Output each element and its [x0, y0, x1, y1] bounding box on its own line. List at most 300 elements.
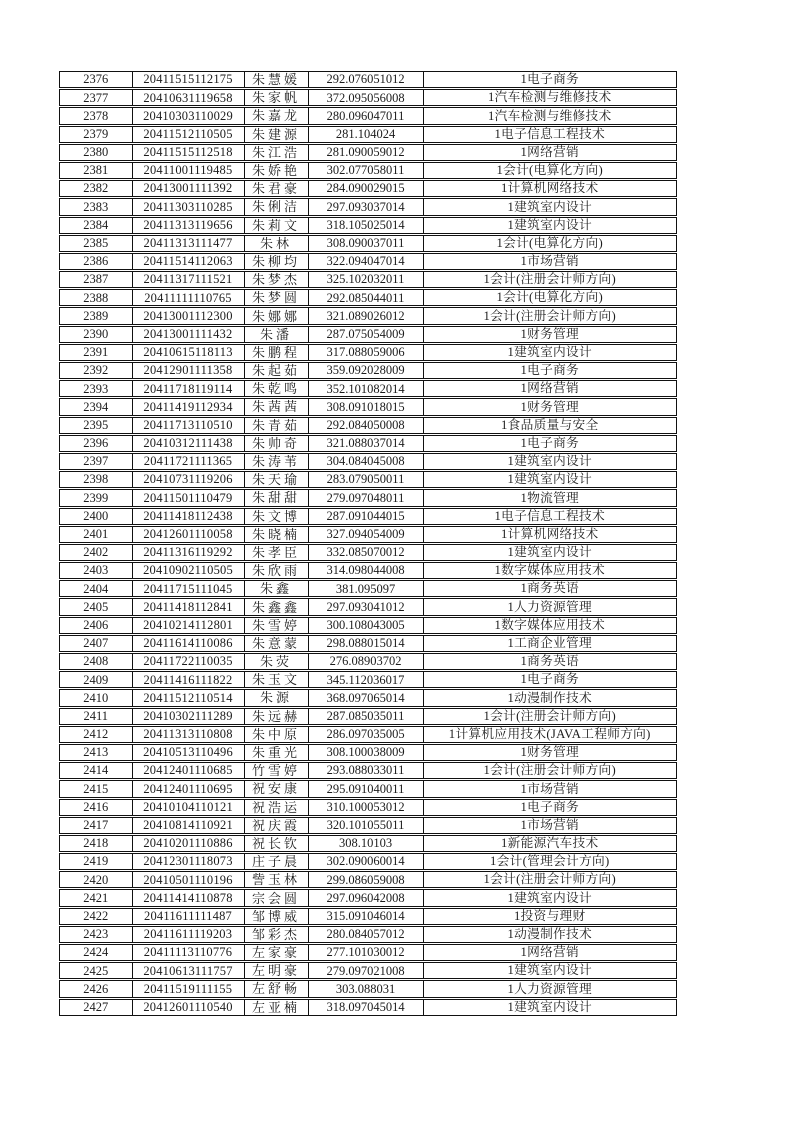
- table-row: [59, 126, 677, 143]
- table-cell-seq: 2425: [60, 963, 133, 978]
- table-row: [59, 617, 677, 634]
- table-cell-major: 1建筑室内设计: [507, 890, 593, 905]
- table-cell-name: 朱嘉龙: [245, 108, 309, 123]
- table-cell-major: 1电子商务: [520, 435, 580, 450]
- table-cell-score: 292.076051012: [309, 72, 424, 87]
- table-row: [59, 508, 677, 525]
- table-cell-score: 302.090060014: [309, 854, 424, 869]
- table-cell-seq: 2409: [60, 672, 133, 687]
- table-cell-name: 邹博威: [245, 909, 309, 924]
- table-cell-major: 1会计(注册会计师方向): [483, 272, 617, 287]
- table-row: [59, 889, 677, 906]
- table-cell-seq: 2419: [60, 854, 133, 869]
- table-cell-seq: 2423: [60, 927, 133, 942]
- table-cell-seq: 2399: [60, 490, 133, 505]
- table-cell-seq: 2411: [60, 709, 133, 724]
- table-cell-score: 302.077058011: [309, 163, 424, 178]
- table-cell-student-id: 20413001111392: [133, 181, 245, 196]
- table-cell-student-id: 20411514112063: [133, 254, 245, 269]
- table-cell-score: 292.084050008: [309, 418, 424, 433]
- table-cell-name: 朱娇艳: [245, 163, 309, 178]
- table-cell-student-id: 20410501110196: [133, 872, 245, 887]
- table-cell-student-id: 20411001119485: [133, 163, 245, 178]
- table-cell-name: 朱鑫: [245, 581, 309, 596]
- table-cell-score: 321.089026012: [309, 308, 424, 323]
- table-cell-seq: 2398: [60, 472, 133, 487]
- table-cell-seq: 2385: [60, 236, 133, 251]
- table-cell-score: 327.094054009: [309, 527, 424, 542]
- table-cell-major: 1汽车检测与维修技术: [487, 90, 612, 105]
- table-cell-major: 1电子商务: [520, 672, 580, 687]
- table-cell-student-id: 20411721111365: [133, 454, 245, 469]
- table-cell-major: 1会计(电算化方向): [496, 235, 604, 250]
- table-cell-student-id: 20411718119114: [133, 381, 245, 396]
- table-cell-score: 308.100038009: [309, 745, 424, 760]
- table-cell-student-id: 20411512110505: [133, 127, 245, 142]
- table-cell-student-id: 20411722110035: [133, 654, 245, 669]
- table-cell-student-id: 20411515112518: [133, 145, 245, 160]
- table-cell-name: 朱梦杰: [245, 272, 309, 287]
- table-cell-name: 朱慧媛: [245, 72, 309, 87]
- table-cell-major: 1会计(电算化方向): [496, 290, 604, 305]
- table-row: [59, 689, 677, 706]
- table-cell-score: 322.094047014: [309, 254, 424, 269]
- table-row: [59, 398, 677, 415]
- table-cell-major: 1网络营销: [520, 945, 580, 960]
- table-row: [59, 380, 677, 397]
- table-row: [59, 944, 677, 961]
- table-cell-score: 298.088015014: [309, 636, 424, 651]
- table-cell-student-id: 20411414110878: [133, 890, 245, 905]
- table-cell-seq: 2388: [60, 290, 133, 305]
- table-cell-major: 1建筑室内设计: [507, 472, 593, 487]
- table-cell-major: 1网络营销: [520, 381, 580, 396]
- table-cell-major: 1财务管理: [520, 399, 580, 414]
- table-row: [59, 289, 677, 306]
- table-cell-student-id: 20410303110029: [133, 108, 245, 123]
- table-cell-major: 1建筑室内设计: [507, 545, 593, 560]
- table-cell-student-id: 20410731119206: [133, 472, 245, 487]
- table-cell-name: 朱玉文: [245, 672, 309, 687]
- table-row: [59, 307, 677, 324]
- table-cell-student-id: 20411113110776: [133, 945, 245, 960]
- table-cell-score: 303.088031: [309, 981, 424, 996]
- table-cell-name: 朱涛苇: [245, 454, 309, 469]
- table-cell-score: 381.095097: [309, 581, 424, 596]
- table-cell-major: 1人力资源管理: [507, 599, 593, 614]
- table-cell-seq: 2406: [60, 618, 133, 633]
- table-cell-name: 朱俐洁: [245, 199, 309, 214]
- table-cell-seq: 2386: [60, 254, 133, 269]
- table-cell-score: 332.085070012: [309, 545, 424, 560]
- table-cell-seq: 2421: [60, 890, 133, 905]
- table-cell-student-id: 20411418112438: [133, 509, 245, 524]
- table-cell-seq: 2407: [60, 636, 133, 651]
- table-row: [59, 635, 677, 652]
- table-row: [59, 544, 677, 561]
- table-cell-seq: 2377: [60, 90, 133, 105]
- table-cell-student-id: 20410631119658: [133, 90, 245, 105]
- table-cell-seq: 2410: [60, 690, 133, 705]
- table-cell-major: 1会计(注册会计师方向): [483, 708, 617, 723]
- table-cell-name: 左舒畅: [245, 981, 309, 996]
- table-row: [59, 926, 677, 943]
- table-cell-name: 朱重光: [245, 745, 309, 760]
- table-cell-score: 279.097048011: [309, 490, 424, 505]
- table-cell-student-id: 20411317111521: [133, 272, 245, 287]
- table-cell-student-id: 20411614110086: [133, 636, 245, 651]
- table-cell-seq: 2395: [60, 418, 133, 433]
- table-cell-seq: 2387: [60, 272, 133, 287]
- table-cell-seq: 2383: [60, 199, 133, 214]
- table-cell-seq: 2402: [60, 545, 133, 560]
- table-cell-major: 1汽车检测与维修技术: [487, 108, 612, 123]
- table-cell-seq: 2396: [60, 436, 133, 451]
- table-cell-name: 朱起茹: [245, 363, 309, 378]
- table-cell-major: 1建筑室内设计: [507, 963, 593, 978]
- table-cell-score: 299.086059008: [309, 872, 424, 887]
- table-row: [59, 435, 677, 452]
- table-row: [59, 417, 677, 434]
- table-cell-name: 朱荧: [245, 654, 309, 669]
- table-cell-name: 朱天瑜: [245, 472, 309, 487]
- table-cell-name: 朱远赫: [245, 709, 309, 724]
- table-cell-score: 280.096047011: [309, 108, 424, 123]
- table-cell-score: 281.090059012: [309, 145, 424, 160]
- table-row: [59, 908, 677, 925]
- table-row: [59, 217, 677, 234]
- table-cell-name: 左明豪: [245, 963, 309, 978]
- table-cell-name: 朱晓楠: [245, 527, 309, 542]
- table-cell-student-id: 20410902110505: [133, 563, 245, 578]
- table-cell-seq: 2390: [60, 327, 133, 342]
- table-row: [59, 817, 677, 834]
- table-cell-student-id: 20410615118113: [133, 345, 245, 360]
- table-cell-seq: 2401: [60, 527, 133, 542]
- table-cell-name: 朱家帆: [245, 90, 309, 105]
- table-cell-name: 朱林: [245, 236, 309, 251]
- table-row: [59, 708, 677, 725]
- table-cell-name: 祝安康: [245, 781, 309, 796]
- table-cell-score: 280.084057012: [309, 927, 424, 942]
- table-cell-major: 1会计(注册会计师方向): [483, 308, 617, 323]
- table-cell-seq: 2418: [60, 836, 133, 851]
- table-cell-student-id: 20411303110285: [133, 199, 245, 214]
- table-cell-name: 朱孝臣: [245, 545, 309, 560]
- table-cell-student-id: 20412601110540: [133, 1000, 245, 1015]
- table-cell-seq: 2404: [60, 581, 133, 596]
- table-cell-score: 308.10103: [309, 836, 424, 851]
- table-cell-major: 1工商企业管理: [507, 636, 593, 651]
- table-cell-major: 1新能源汽车技术: [500, 836, 599, 851]
- table-cell-seq: 2380: [60, 145, 133, 160]
- table-cell-name: 竹雪婷: [245, 763, 309, 778]
- table-cell-name: 朱君豪: [245, 181, 309, 196]
- table-row: [59, 598, 677, 615]
- table-cell-seq: 2394: [60, 399, 133, 414]
- table-cell-seq: 2415: [60, 781, 133, 796]
- table-cell-score: 321.088037014: [309, 436, 424, 451]
- table-cell-student-id: 20413001111432: [133, 327, 245, 342]
- table-cell-score: 359.092028009: [309, 363, 424, 378]
- table-cell-name: 朱帅奇: [245, 436, 309, 451]
- table-cell-name: 朱欣雨: [245, 563, 309, 578]
- table-cell-name: 庄子晨: [245, 854, 309, 869]
- table-cell-seq: 2403: [60, 563, 133, 578]
- table-cell-score: 308.091018015: [309, 399, 424, 414]
- table-cell-score: 292.085044011: [309, 290, 424, 305]
- table-cell-seq: 2420: [60, 872, 133, 887]
- table-cell-name: 朱乾鸣: [245, 381, 309, 396]
- table-row: [59, 980, 677, 997]
- table-cell-score: 368.097065014: [309, 690, 424, 705]
- table-row: [59, 799, 677, 816]
- table-cell-student-id: 20411313119656: [133, 218, 245, 233]
- table-row: [59, 962, 677, 979]
- table-cell-major: 1食品质量与安全: [500, 417, 599, 432]
- table-cell-name: 朱潘: [245, 327, 309, 342]
- table-cell-student-id: 20411519111155: [133, 981, 245, 996]
- table-cell-name: 訾玉林: [245, 872, 309, 887]
- table-cell-score: 308.090037011: [309, 236, 424, 251]
- table-cell-name: 朱莉文: [245, 218, 309, 233]
- table-cell-seq: 2426: [60, 981, 133, 996]
- table-cell-name: 朱甜甜: [245, 490, 309, 505]
- table-row: [59, 871, 677, 888]
- table-cell-name: 左家豪: [245, 945, 309, 960]
- table-cell-seq: 2427: [60, 1000, 133, 1015]
- table-cell-score: 352.101082014: [309, 381, 424, 396]
- table-cell-student-id: 20411418112841: [133, 599, 245, 614]
- table-cell-student-id: 20411111110765: [133, 290, 245, 305]
- table-row: [59, 780, 677, 797]
- table-cell-major: 1会计(管理会计方向): [489, 854, 610, 869]
- table-cell-seq: 2392: [60, 363, 133, 378]
- table-cell-student-id: 20412401110685: [133, 763, 245, 778]
- table-cell-score: 287.091044015: [309, 509, 424, 524]
- table-cell-score: 277.101030012: [309, 945, 424, 960]
- table-row: [59, 835, 677, 852]
- table-cell-name: 朱青茹: [245, 418, 309, 433]
- table-row: [59, 562, 677, 579]
- table-cell-score: 317.088059006: [309, 345, 424, 360]
- table-cell-major: 1电子商务: [520, 363, 580, 378]
- table-cell-major: 1建筑室内设计: [507, 999, 593, 1014]
- table-cell-student-id: 20410201110886: [133, 836, 245, 851]
- table-cell-student-id: 20410312111438: [133, 436, 245, 451]
- table-cell-major: 1计算机网络技术: [500, 181, 599, 196]
- table-cell-score: 310.100053012: [309, 800, 424, 815]
- table-cell-score: 287.085035011: [309, 709, 424, 724]
- table-row: [59, 726, 677, 743]
- table-cell-major: 1建筑室内设计: [507, 199, 593, 214]
- table-cell-student-id: 20411419112934: [133, 399, 245, 414]
- table-cell-seq: 2379: [60, 127, 133, 142]
- table-row: [59, 526, 677, 543]
- table-cell-name: 朱茜茜: [245, 399, 309, 414]
- table-cell-name: 朱梦圆: [245, 290, 309, 305]
- table-cell-score: 281.104024: [309, 127, 424, 142]
- table-cell-seq: 2412: [60, 727, 133, 742]
- table-cell-score: 293.088033011: [309, 763, 424, 778]
- table-cell-major: 1会计(电算化方向): [496, 163, 604, 178]
- table-row: [59, 580, 677, 597]
- table-row: [59, 180, 677, 197]
- table-cell-student-id: 20411512110514: [133, 690, 245, 705]
- table-cell-seq: 2393: [60, 381, 133, 396]
- table-cell-student-id: 20412401110695: [133, 781, 245, 796]
- table-cell-seq: 2417: [60, 818, 133, 833]
- table-cell-major: 1投资与理财: [513, 908, 586, 923]
- table-cell-student-id: 20410513110496: [133, 745, 245, 760]
- table-cell-major: 1建筑室内设计: [507, 454, 593, 469]
- table-row: [59, 107, 677, 124]
- table-cell-seq: 2389: [60, 308, 133, 323]
- table-cell-score: 345.112036017: [309, 672, 424, 687]
- table-cell-score: 295.091040011: [309, 781, 424, 796]
- table-cell-major: 1动漫制作技术: [507, 690, 593, 705]
- table-cell-student-id: 20411316119292: [133, 545, 245, 560]
- table-row: [59, 999, 677, 1016]
- table-cell-score: 318.097045014: [309, 1000, 424, 1015]
- table-cell-score: 279.097021008: [309, 963, 424, 978]
- table-cell-score: 297.096042008: [309, 890, 424, 905]
- table-cell-score: 283.079050011: [309, 472, 424, 487]
- table-cell-student-id: 20412901111358: [133, 363, 245, 378]
- table-cell-major: 1市场营销: [520, 817, 580, 832]
- table-cell-name: 朱鹏程: [245, 345, 309, 360]
- table-cell-name: 祝浩运: [245, 800, 309, 815]
- table-cell-student-id: 20410104110121: [133, 800, 245, 815]
- table-row: [59, 653, 677, 670]
- table-cell-name: 祝庆霞: [245, 818, 309, 833]
- table-cell-major: 1市场营销: [520, 254, 580, 269]
- table-cell-major: 1财务管理: [520, 745, 580, 760]
- table-cell-student-id: 20412601110058: [133, 527, 245, 542]
- table-cell-score: 300.108043005: [309, 618, 424, 633]
- table-cell-major: 1网络营销: [520, 144, 580, 159]
- table-row: [59, 144, 677, 161]
- table-cell-name: 朱鑫鑫: [245, 599, 309, 614]
- table-cell-name: 朱娜娜: [245, 308, 309, 323]
- table-cell-name: 朱江浩: [245, 145, 309, 160]
- table-cell-major: 1计算机网络技术: [500, 526, 599, 541]
- table-row: [59, 453, 677, 470]
- table-cell-name: 朱雪婷: [245, 618, 309, 633]
- table-cell-score: 315.091046014: [309, 909, 424, 924]
- table-cell-score: 297.093037014: [309, 199, 424, 214]
- table-cell-score: 325.102032011: [309, 272, 424, 287]
- table-cell-student-id: 20411611119203: [133, 927, 245, 942]
- table-cell-seq: 2381: [60, 163, 133, 178]
- table-cell-score: 372.095056008: [309, 90, 424, 105]
- table-row: [59, 471, 677, 488]
- table-cell-seq: 2414: [60, 763, 133, 778]
- table-cell-seq: 2391: [60, 345, 133, 360]
- table-cell-seq: 2378: [60, 108, 133, 123]
- table-cell-student-id: 20410613111757: [133, 963, 245, 978]
- table-cell-seq: 2384: [60, 218, 133, 233]
- table-cell-seq: 2405: [60, 599, 133, 614]
- table-row: [59, 89, 677, 106]
- table-cell-student-id: 20413001112300: [133, 308, 245, 323]
- table-cell-score: 286.097035005: [309, 727, 424, 742]
- table-cell-major: 1电子商务: [520, 799, 580, 814]
- table-cell-major: 1电子商务: [520, 72, 580, 87]
- table-cell-major: 1会计(注册会计师方向): [483, 872, 617, 887]
- table-cell-student-id: 20412301118073: [133, 854, 245, 869]
- table-row: [59, 235, 677, 252]
- table-cell-major: 1物流管理: [520, 490, 580, 505]
- table-row: [59, 853, 677, 870]
- table-row: [59, 671, 677, 688]
- table-cell-score: 276.08903702: [309, 654, 424, 669]
- score-table: [59, 71, 677, 1016]
- table-cell-major: 1人力资源管理: [507, 981, 593, 996]
- table-cell-score: 304.084045008: [309, 454, 424, 469]
- table-row: [59, 162, 677, 179]
- table-cell-student-id: 20410814110921: [133, 818, 245, 833]
- table-cell-name: 朱中原: [245, 727, 309, 742]
- table-cell-student-id: 20411713110510: [133, 418, 245, 433]
- table-cell-major: 1财务管理: [520, 326, 580, 341]
- table-cell-student-id: 20411416111822: [133, 672, 245, 687]
- table-cell-score: 320.101055011: [309, 818, 424, 833]
- table-cell-score: 318.105025014: [309, 218, 424, 233]
- table-cell-name: 朱建源: [245, 127, 309, 142]
- table-row: [59, 71, 677, 88]
- table-cell-major: 1市场营销: [520, 781, 580, 796]
- table-cell-major: 1电子信息工程技术: [494, 508, 606, 523]
- table-cell-score: 297.093041012: [309, 599, 424, 614]
- table-cell-name: 朱意蒙: [245, 636, 309, 651]
- table-cell-seq: 2376: [60, 72, 133, 87]
- table-cell-major: 1建筑室内设计: [507, 345, 593, 360]
- table-cell-major: 1会计(注册会计师方向): [483, 763, 617, 778]
- table-cell-student-id: 20411313110808: [133, 727, 245, 742]
- table-cell-seq: 2416: [60, 800, 133, 815]
- table-row: [59, 344, 677, 361]
- table-cell-student-id: 20411501110479: [133, 490, 245, 505]
- table-cell-student-id: 20411313111477: [133, 236, 245, 251]
- table-row: [59, 362, 677, 379]
- table-cell-name: 左亚楠: [245, 1000, 309, 1015]
- table-cell-seq: 2400: [60, 509, 133, 524]
- table-cell-name: 宗会圆: [245, 890, 309, 905]
- table-cell-name: 祝长钦: [245, 836, 309, 851]
- table-row: [59, 198, 677, 215]
- table-cell-seq: 2408: [60, 654, 133, 669]
- table-row: [59, 762, 677, 779]
- table-cell-student-id: 20411611111487: [133, 909, 245, 924]
- table-cell-student-id: 20410302111289: [133, 709, 245, 724]
- table-cell-seq: 2424: [60, 945, 133, 960]
- table-cell-name: 朱源: [245, 690, 309, 705]
- table-cell-seq: 2413: [60, 745, 133, 760]
- table-row: [59, 744, 677, 761]
- table-cell-major: 1动漫制作技术: [507, 927, 593, 942]
- table-cell-major: 1商务英语: [520, 581, 580, 596]
- table-cell-major: 1数字媒体应用技术: [494, 617, 606, 632]
- table-row: [59, 253, 677, 270]
- table-cell-major: 1数字媒体应用技术: [494, 563, 606, 578]
- table-row: [59, 489, 677, 506]
- table-cell-major: 1计算机应用技术(JAVA工程师方向): [448, 726, 651, 741]
- table-cell-score: 287.075054009: [309, 327, 424, 342]
- table-cell-major: 1商务英语: [520, 654, 580, 669]
- table-cell-score: 284.090029015: [309, 181, 424, 196]
- table-cell-student-id: 20411515112175: [133, 72, 245, 87]
